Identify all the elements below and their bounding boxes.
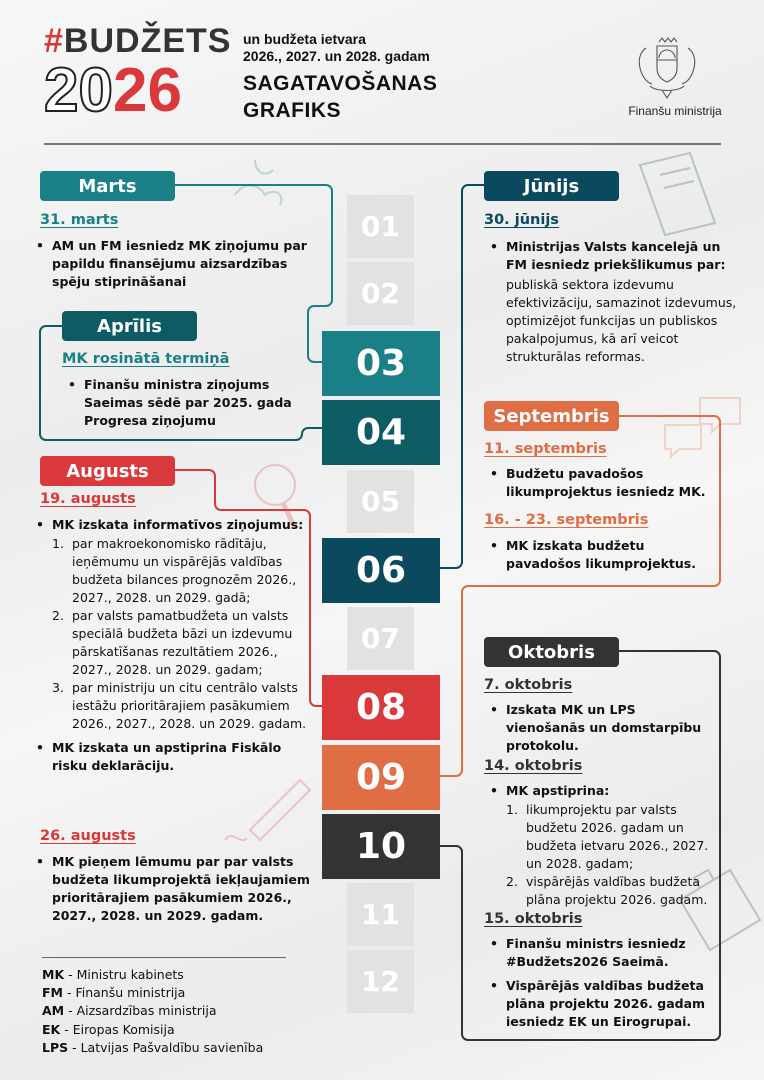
date-heading: 15. oktobris (484, 911, 583, 927)
sub-item-number: 1. (506, 802, 518, 817)
month-tag-septembris: Septembris (484, 401, 619, 431)
septembris-list (486, 465, 718, 507)
pen-icon (225, 780, 310, 840)
list-item-text: Ministrijas Valsts kancelejā un FM iesniedz priekšlikumus par: (506, 239, 726, 272)
date-heading: 26. augusts (40, 828, 136, 844)
sub-item (506, 801, 718, 873)
sub-item (52, 535, 312, 607)
oktobris-list-3 (486, 935, 718, 1037)
junijs-list (486, 238, 738, 372)
legend-text: - Eiropas Komisija (60, 1021, 175, 1037)
list-item: • MK izskata un apstiprina Fiskālo risku deklarāciju. (32, 739, 312, 775)
month-box-07: 07 (347, 607, 414, 670)
aprilis-list (64, 376, 314, 436)
month-box-04: 04 (322, 400, 440, 465)
legend-item (42, 1021, 263, 1039)
date-heading: 11. septembris (484, 441, 607, 457)
legend-divider (42, 957, 286, 958)
sub-item-number: 2. (506, 874, 518, 889)
sub-list (506, 801, 718, 909)
augusts-list-2 (32, 853, 314, 931)
list-item: • Vispārējās valdības budžeta plāna projektu 2026. gadam iesniedz EK un Eirogrupai. (486, 977, 718, 1031)
list-item: • Finanšu ministra ziņojums Saeimas sēdē par 2025. gada Progresa ziņojumu (64, 376, 314, 430)
month-box-05: 05 (347, 470, 414, 533)
legend-text: - Aizsardzības ministrija (64, 1003, 217, 1019)
title-line: GRAFIKS (243, 99, 341, 122)
subtitle-line: 2026., 2027. un 2028. gadam (243, 48, 430, 64)
sub-item (52, 607, 312, 679)
title-line: SAGATAVOŠANAS (243, 72, 438, 95)
sub-item-number: 2. (52, 608, 64, 623)
sub-item-text: par valsts pamatbudžeta un valsts speciālā budžeta bāzi un izdevumu pārskatīšanas rezultātiem 2026., 2027., 2028. un 2029. gadam; (72, 608, 293, 677)
list-item: • MK pieņem lēmumu par par valsts budžeta likumprojektā iekļaujamiem prioritārajiem pasākumiem 2026., 2027., 2028. un 2029. gadam. (32, 853, 314, 925)
legend-item (42, 966, 263, 984)
brand-word: BUDŽETS (63, 22, 232, 60)
legend-abbr: MK (42, 967, 65, 982)
month-tag-aprilis: Aprīlis (62, 311, 197, 341)
date-heading: MK rosinātā termiņā (62, 351, 230, 367)
legend-abbr: LPS (42, 1039, 69, 1055)
list-item-text: MK apstiprina: (506, 783, 610, 798)
date-heading: 7. oktobris (484, 677, 573, 693)
sub-item-text: par ministriju un citu centrālo valsts iestāžu prioritārajiem pasākumiem 2026., 2027., 2028. un 2029. gadam. (72, 680, 307, 731)
sub-item-text: par makroekonomisko rādītāju, ieņēmumu un vispārējās valdības budžeta bilances prognozēm 2026., 2027., 2028. un 2029. gadā; (72, 536, 297, 605)
month-box-08: 08 (322, 675, 440, 740)
sub-item-text: likumprojektu par valsts budžetu 2026. gadam un budžeta ietvaru 2026., 2027. un 2028. gadam; (526, 802, 709, 871)
month-box-12: 12 (347, 950, 414, 1013)
month-tag-oktobris: Oktobris (484, 637, 619, 667)
augusts-list (32, 516, 312, 781)
month-box-06: 06 (322, 538, 440, 603)
date-heading: 31. marts (40, 212, 119, 228)
subtitle-line: un budžeta ietvara (243, 31, 366, 47)
date-heading: 16. - 23. septembris (484, 512, 649, 528)
sub-item-text: vispārējās valdības budžeta plāna projektu 2026. gadam. (526, 874, 708, 907)
legend-abbr: FM (42, 985, 63, 1001)
marts-list (32, 237, 314, 297)
list-item-text: MK izskata informatīvos ziņojumus: (52, 517, 304, 532)
legend-abbr: AM (42, 1003, 65, 1019)
month-tag-junijs: Jūnijs (484, 171, 619, 201)
month-box-02: 02 (347, 262, 414, 325)
sub-item (52, 679, 312, 733)
septembris-list-2 (486, 537, 718, 579)
list-item: • MK izskata budžetu pavadošos likumprojektus. (486, 537, 718, 573)
legend-text: - Latvijas Pašvaldību savienība (68, 1039, 264, 1055)
month-box-01: 01 (347, 195, 414, 258)
list-item: • Izskata MK un LPS vienošanās un domstarpību protokolu. (486, 701, 718, 755)
date-heading: 30. jūnijs (484, 212, 559, 228)
ministry-label: Finanšu ministrija (628, 104, 722, 118)
legend-item (42, 1002, 263, 1020)
list-item (486, 238, 738, 366)
legend-abbr: EK (42, 1021, 61, 1037)
year-red: 26 (112, 56, 182, 125)
hash-symbol: # (44, 22, 64, 60)
date-heading: 19. augusts (40, 491, 136, 507)
sub-item-number: 3. (52, 680, 64, 695)
list-item (486, 782, 718, 909)
sub-list (52, 535, 312, 733)
chat-icon (665, 398, 740, 457)
oktobris-list-2 (486, 782, 718, 915)
handshake-icon (235, 160, 281, 205)
year-outline: 20 (44, 56, 113, 125)
legend-item (42, 1039, 263, 1057)
sub-item (506, 873, 718, 909)
month-box-10: 10 (322, 814, 440, 879)
sub-item-number: 1. (52, 536, 64, 551)
oktobris-list (486, 701, 718, 761)
magnifier-icon (255, 465, 295, 505)
legend-item (42, 984, 263, 1002)
list-item-detail: publiskā sektora izdevumu efektivizāciju, samazinot izdevumus, optimizējot funkcijas un publiskos pakalpojumus, kā arī veicot strukturālas reformas. (506, 277, 737, 364)
date-heading: 14. oktobris (484, 758, 583, 774)
list-item: • Budžetu pavadošos likumprojektus iesniedz MK. (486, 465, 718, 501)
connector-junijs (440, 185, 484, 568)
legend-text: - Ministru kabinets (64, 967, 184, 982)
list-item (32, 516, 312, 733)
month-box-11: 11 (347, 883, 414, 946)
month-box-03: 03 (322, 331, 440, 396)
abbreviation-legend (42, 966, 263, 1057)
month-box-09: 09 (322, 745, 440, 810)
document-icon (640, 153, 715, 235)
list-item: • Finanšu ministrs iesniedz #Budžets2026 Saeimā. (486, 935, 718, 971)
month-tag-marts: Marts (40, 171, 175, 201)
month-tag-augusts: Augusts (40, 456, 175, 486)
list-item: • AM un FM iesniedz MK ziņojumu par papildu finansējumu aizsardzības spēju stiprināšanai (32, 237, 314, 291)
legend-text: - Finanšu ministrija (62, 985, 186, 1001)
